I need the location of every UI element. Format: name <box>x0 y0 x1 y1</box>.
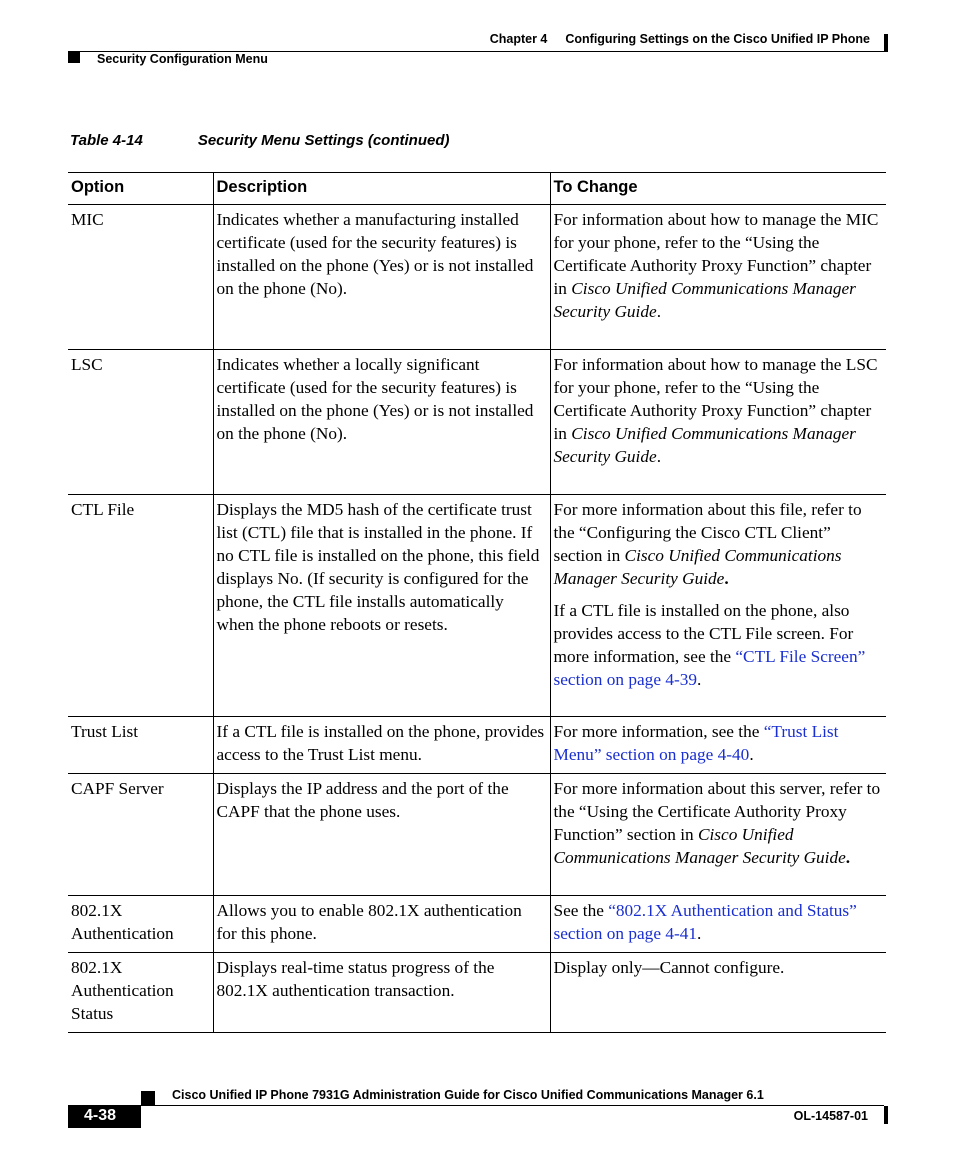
page-number: 4-38 <box>84 1107 117 1124</box>
security-menu-settings-table <box>68 172 886 1033</box>
table-number: Table 4-14 <box>70 132 143 149</box>
option-cell: 802.1X Authentication <box>71 901 174 943</box>
change-text-end: . <box>845 848 851 867</box>
table-row <box>68 495 886 717</box>
document-number: OL-14587-01 <box>793 1109 868 1123</box>
column-header-option: Option <box>71 178 125 196</box>
to-change-cell <box>550 774 886 896</box>
column-header-description: Description <box>213 173 550 205</box>
table-row <box>68 205 886 350</box>
chapter-title: Configuring Settings on the Cisco Unified IP Phone <box>565 32 870 46</box>
description-cell: Indicates whether a locally significant certificate (used for the security features) is installed on the phone (Yes) or is not installed on the phone (No). <box>213 350 550 495</box>
table-title: Security Menu Settings (continued) <box>197 132 450 149</box>
footer-rule <box>68 1105 884 1106</box>
description-cell: If a CTL file is installed on the phone, provides access to the Trust List menu. <box>213 717 550 774</box>
change-text-end: . <box>724 569 729 588</box>
8021x-authentication-link[interactable]: “802.1X Authentication and Status” section on page 4-41 <box>553 901 857 943</box>
option-cell: CTL File <box>71 500 135 519</box>
description-cell: Indicates whether a manufacturing installed certificate (used for the security features) is installed on the phone (Yes) or is not installed on the phone (No). <box>213 205 550 350</box>
header-marker-block <box>68 51 80 63</box>
option-cell: LSC <box>71 355 103 374</box>
change-text-end: . <box>656 302 662 321</box>
table-row <box>68 953 886 1033</box>
column-header-to-change: To Change <box>550 173 886 205</box>
to-change-cell <box>550 896 886 953</box>
guide-title: Cisco Unified Communications Manager Security Guide <box>553 546 842 588</box>
footer-guide-title: Cisco Unified IP Phone 7931G Administration Guide for Cisco Unified Communications Manager 6.1 <box>172 1088 764 1102</box>
footer-tick-mark <box>884 1106 888 1124</box>
guide-title: Cisco Unified Communications Manager Security Guide <box>553 424 856 466</box>
guide-title: Cisco Unified Communications Manager Security Guide <box>553 279 856 321</box>
change-text: See the <box>553 901 609 920</box>
change-text: If a CTL file is installed on the phone, also provides access to the CTL File screen. For more information, see the <box>553 601 854 666</box>
option-cell: MIC <box>71 210 104 229</box>
option-cell: 802.1X Authentication Status <box>71 958 174 1023</box>
change-paragraph-2 <box>554 599 883 691</box>
footer-marker-block <box>141 1091 155 1105</box>
guide-title: Cisco Unified Communications Manager Security Guide <box>553 825 846 867</box>
to-change-cell: Display only—Cannot configure. <box>550 953 886 1033</box>
description-cell: Displays the IP address and the port of the CAPF that the phone uses. <box>213 774 550 896</box>
running-header-section: Security Configuration Menu <box>97 52 268 66</box>
change-text: For information about how to manage the LSC for your phone, refer to the “Using the Certificate Authority Proxy Function” chapter in <box>553 355 878 443</box>
option-cell: CAPF Server <box>71 779 164 798</box>
description-cell: Displays the MD5 hash of the certificate trust list (CTL) file that is installed in the phone. If no CTL file is installed on the phone, this field displays No. (If security is configured for the phone, the CTL file installs automatically when the phone reboots or resets. <box>213 495 550 717</box>
description-cell: Allows you to enable 802.1X authentication for this phone. <box>213 896 550 953</box>
header-tick-mark <box>884 34 888 52</box>
change-text-end: . <box>749 745 754 764</box>
change-text: For more information, see the <box>553 722 764 741</box>
to-change-cell <box>550 205 886 350</box>
change-paragraph-1 <box>554 498 883 590</box>
table-row <box>68 774 886 896</box>
table-row <box>68 350 886 495</box>
ctl-file-screen-link[interactable]: “CTL File Screen” section on page 4-39 <box>553 647 866 689</box>
table-row <box>68 896 886 953</box>
change-text-end: . <box>697 924 702 943</box>
change-text-end: . <box>697 670 702 689</box>
running-header-chapter <box>490 32 870 46</box>
to-change-cell <box>550 495 886 717</box>
option-cell: Trust List <box>71 722 139 741</box>
change-text: For more information about this server, refer to the “Using the Certificate Authority Proxy Function” section in <box>553 779 881 844</box>
page-number-box <box>68 1106 141 1128</box>
table-caption <box>70 132 450 149</box>
table-row <box>68 717 886 774</box>
trust-list-menu-link[interactable]: “Trust List Menu” section on page 4-40 <box>553 722 839 764</box>
chapter-label: Chapter 4 <box>489 32 548 46</box>
to-change-cell <box>550 717 886 774</box>
to-change-cell <box>550 350 886 495</box>
change-text: For information about how to manage the MIC for your phone, refer to the “Using the Certificate Authority Proxy Function” chapter in <box>553 210 879 298</box>
description-cell: Displays real-time status progress of the 802.1X authentication transaction. <box>213 953 550 1033</box>
change-text: For more information about this file, refer to the “Configuring the Cisco CTL Client” section in <box>553 500 862 565</box>
change-text-end: . <box>656 447 662 466</box>
table-header-row <box>68 173 886 205</box>
